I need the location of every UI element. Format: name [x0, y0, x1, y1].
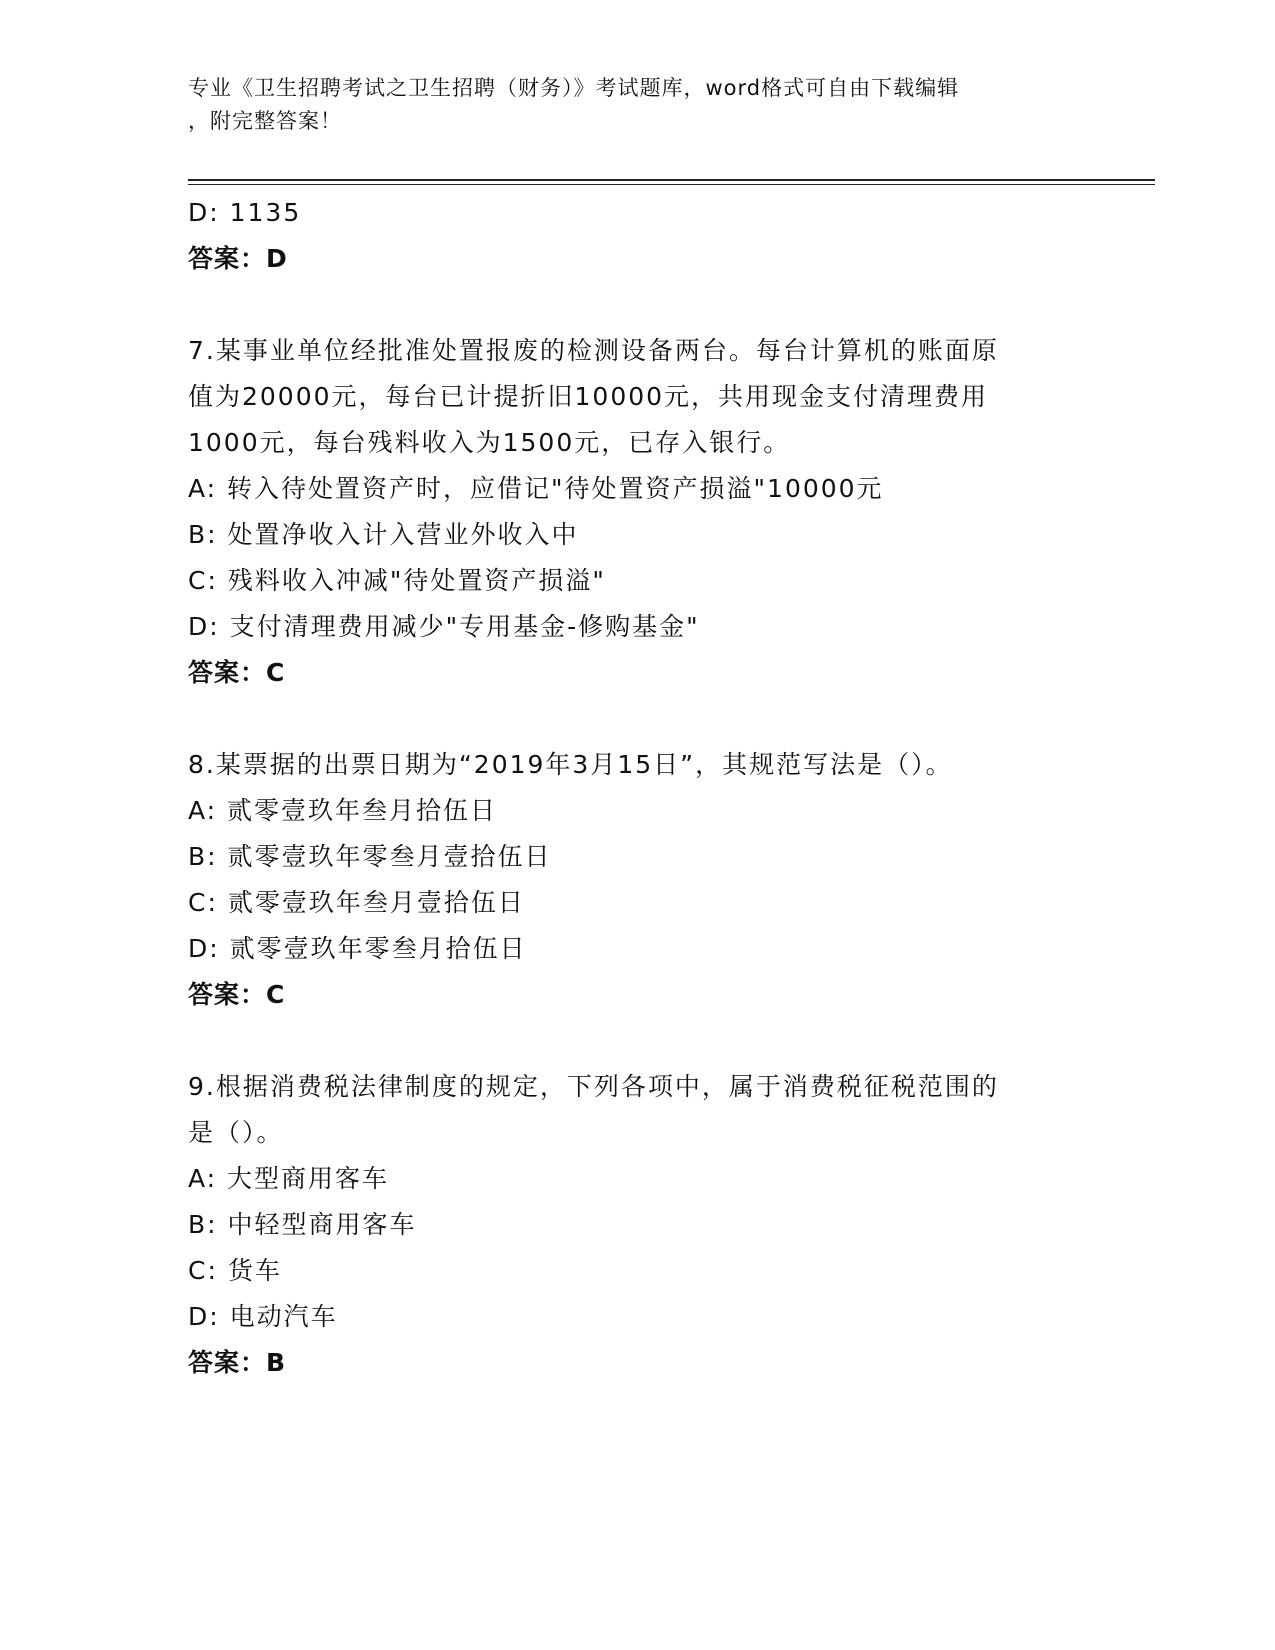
question-stem-line: 9.根据消费税法律制度的规定，下列各项中，属于消费税征税范围的	[188, 1072, 999, 1101]
header-divider	[188, 179, 1155, 185]
question-7	[188, 328, 1088, 696]
previous-question-tail	[188, 190, 1088, 282]
question-stem-line: 7.某事业单位经批准处置报废的检测设备两台。每台计算机的账面原	[188, 336, 999, 365]
answer: 答案：B	[188, 1348, 287, 1377]
answer: 答案：C	[188, 658, 286, 687]
option-d: D: 1135	[188, 198, 302, 227]
option-c: C: 残料收入冲减"待处置资产损溢"	[188, 566, 606, 595]
option-a: A: 贰零壹玖年叁月拾伍日	[188, 796, 498, 825]
answer: 答案：C	[188, 980, 286, 1009]
option-c: C: 贰零壹玖年叁月壹拾伍日	[188, 888, 525, 917]
option-b: B: 处置净收入计入营业外收入中	[188, 520, 579, 549]
question-stem-line: 是（）。	[188, 1118, 284, 1147]
page-header	[188, 72, 1078, 138]
option-d: D: 支付清理费用减少"专用基金-修购基金"	[188, 612, 700, 641]
question-8	[188, 742, 1088, 1018]
spacer	[188, 696, 1088, 742]
spacer	[188, 1018, 1088, 1064]
question-stem-line: 1000元，每台残料收入为1500元，已存入银行。	[188, 428, 791, 457]
option-a: A: 大型商用客车	[188, 1164, 390, 1193]
answer: 答案：D	[188, 244, 288, 273]
option-c: C: 货车	[188, 1256, 282, 1285]
question-stem-line: 8.某票据的出票日期为“2019年3月15日”，其规范写法是（）。	[188, 750, 953, 779]
option-b: B: 贰零壹玖年零叁月壹拾伍日	[188, 842, 552, 871]
question-stem-line: 值为20000元，每台已计提折旧10000元，共用现金支付清理费用	[188, 382, 989, 411]
option-a: A: 转入待处置资产时，应借记"待处置资产损溢"10000元	[188, 474, 884, 503]
option-d: D: 电动汽车	[188, 1302, 338, 1331]
option-b: B: 中轻型商用客车	[188, 1210, 417, 1239]
question-content	[188, 190, 1088, 1386]
question-9	[188, 1064, 1088, 1386]
spacer	[188, 282, 1088, 328]
header-line-2: ，附完整答案！	[188, 109, 342, 133]
option-d: D: 贰零壹玖年零叁月拾伍日	[188, 934, 527, 963]
header-line-1: 专业《卫生招聘考试之卫生招聘（财务）》考试题库，word格式可自由下载编辑	[188, 76, 960, 100]
